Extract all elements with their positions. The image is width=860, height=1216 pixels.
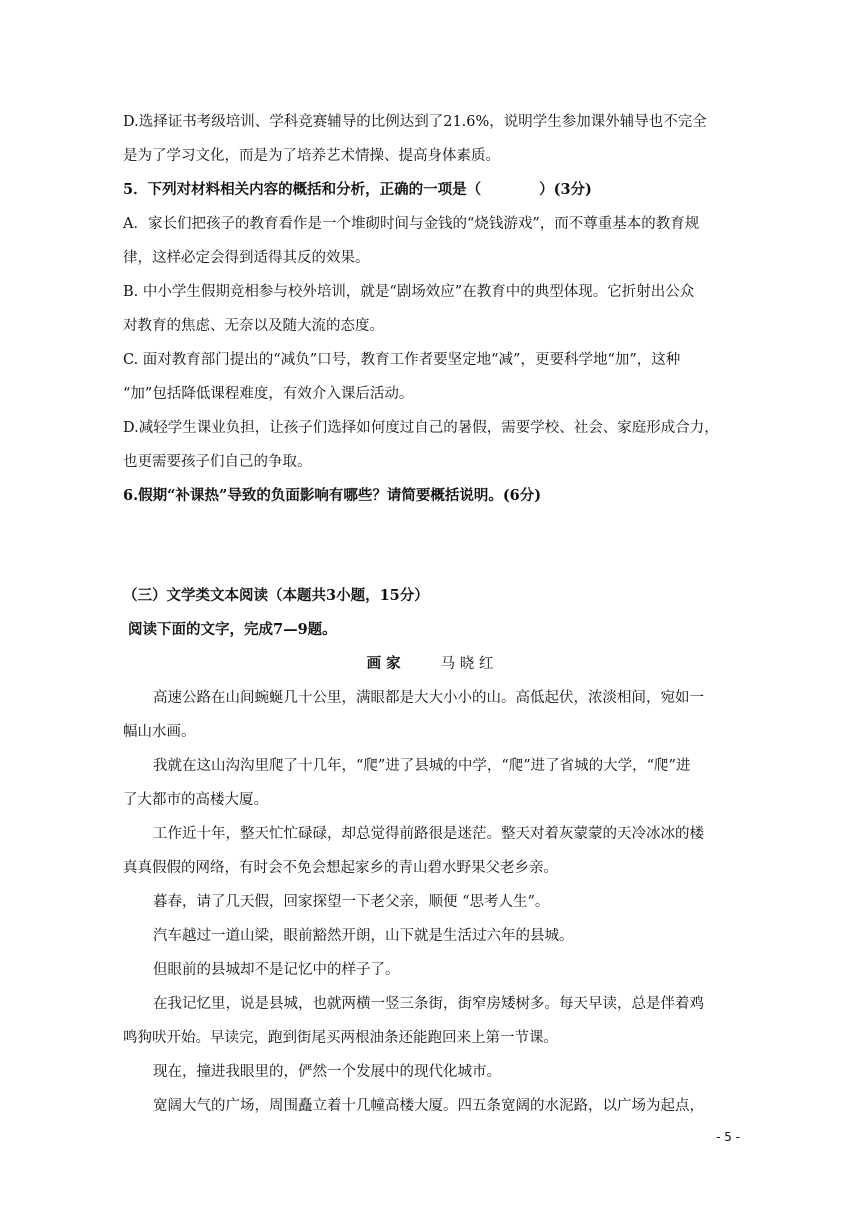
q5-option-c-line1: C. 面对教育部门提出的“减负”口号，教育工作者要坚定地“减”，更要科学地“加”，这种	[123, 352, 681, 368]
story-p2-line1: 我就在这山沟沟里爬了十几年，“爬”进了县城的中学，“爬”进了省城的大学，“爬”进	[153, 758, 691, 774]
q5-option-d-line1: D.减轻学生课业负担，让孩子们选择如何度过自己的暑假，需要学校、社会、家庭形成合力，	[123, 420, 719, 436]
story-p1-line2: 幅山水画。	[123, 724, 196, 740]
story-p1-line1: 高速公路在山间蜿蜒几十公里，满眼都是大大小小的山。高低起伏，浓淡相间，宛如一	[153, 690, 704, 706]
story-p7-line2: 鸣狗吠开始。早读完，跑到街尾买两根油条还能跑回来上第一节课。	[123, 1030, 558, 1046]
q5-option-a-line1: A．家长们把孩子的教育看作是一个堆砌时间与金钱的“烧钱游戏”，而不尊重基本的教育规	[123, 216, 700, 232]
q4-option-d-line2: 是为了学习文化，而是为了培养艺术情操、提高身体素质。	[123, 148, 500, 164]
story-p9: 宽阔大气的广场，周围矗立着十几幢高楼大厦。四五条宽阔的水泥路，以广场为起点，	[153, 1098, 704, 1114]
story-title-line	[0, 654, 860, 674]
story-p6: 但眼前的县城却不是记忆中的样子了。	[153, 962, 400, 978]
q6-stem: 6.假期“补课热”导致的负面影响有哪些？请简要概括说明。(6分)	[123, 487, 542, 504]
q5-stem: 5．下列对材料相关内容的概括和分析，正确的一项是（ ）(3分)	[123, 181, 592, 198]
q5-option-d-line2: 也更需要孩子们自己的争取。	[123, 454, 312, 470]
q4-option-d-line1: D.选择证书考级培训、学科竞赛辅导的比例达到了21.6%，说明学生参加课外辅导也不完全	[123, 114, 707, 130]
story-p2-line2: 了大都市的高楼大厦。	[123, 792, 268, 808]
section3-heading: （三）文学类文本阅读（本题共3小题，15分）	[123, 587, 429, 604]
story-p7-line1: 在我记忆里，说是县城，也就两横一竖三条街，街窄房矮树多。每天早读，总是伴着鸡	[153, 996, 704, 1012]
story-p4: 暮春，请了几天假，回家探望一下老父亲，顺便 “思考人生”。	[153, 894, 550, 910]
q5-option-c-line2: “加”包括降低课程难度，有效介入课后活动。	[123, 386, 414, 402]
page-number: - 5 -	[716, 1130, 740, 1144]
story-p3-line2: 真真假假的网络，有时会不免会想起家乡的青山碧水野果父老乡亲。	[123, 860, 558, 876]
story-p8: 现在，撞进我眼里的，俨然一个发展中的现代化城市。	[153, 1064, 501, 1080]
story-p5: 汽车越过一道山梁，眼前豁然开朗，山下就是生活过六年的县城。	[153, 928, 574, 944]
q5-option-a-line2: 律，这样必定会得到适得其反的效果。	[123, 250, 370, 266]
section3-instruction: 阅读下面的文字，完成7—9题。	[128, 621, 337, 638]
q5-option-b-line2: 对教育的焦虑、无奈以及随大流的态度。	[123, 318, 384, 334]
story-title: 画 家	[366, 655, 401, 672]
q5-option-b-line1: B. 中小学生假期竞相参与校外培训，就是“剧场效应”在教育中的典型体现。它折射出公众	[123, 284, 695, 300]
story-author: 马 晓 红	[440, 656, 494, 672]
story-p3-line1: 工作近十年，整天忙忙碌碌，却总觉得前路很是迷茫。整天对着灰蒙蒙的天冷冰冰的楼	[153, 826, 704, 842]
